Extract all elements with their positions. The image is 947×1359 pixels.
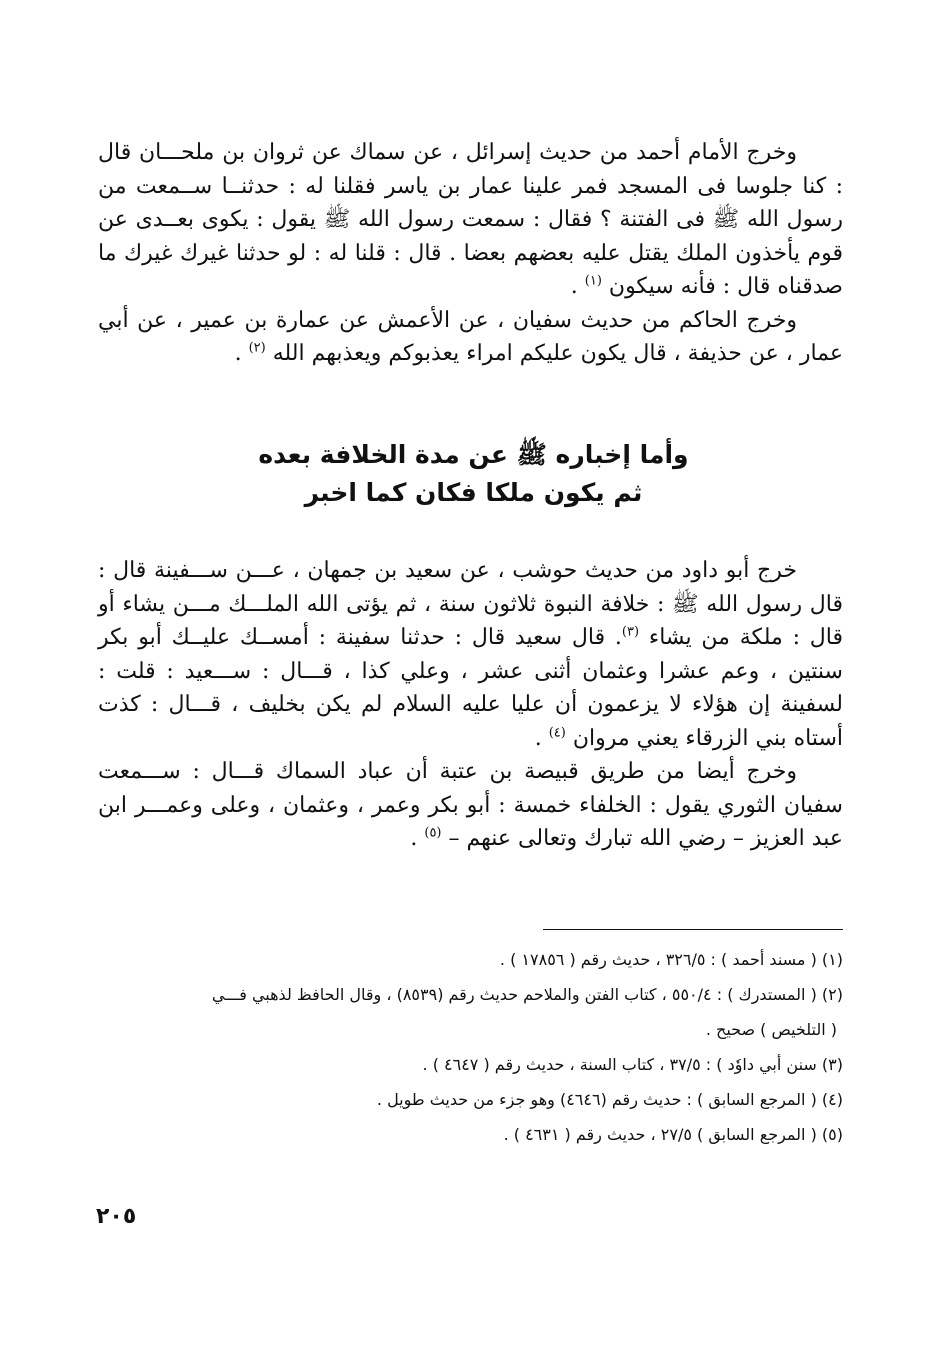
paragraph-text: وخرج الأمام أحمد من حديث إسرائل ، عن سماك عن ثروان بن ملحـــان قال : كنا جلوسا فى المسجد فمر علينا عمار بن ياسر فقلنا له : حدثنــا ســمعت من رسول الله ﷺ فى الفتنة ؟ فقال : سمعت رسول الله ﷺ يقول : يكوى بعــدى عن قوم يأخذون الملك يقتل عليه بعضهم بعضا . قال : قلنا له : لو حدثنا غيرك غيرك ما صدقناه قال : فأنه سيكون xyxy=(98,140,843,299)
period: . xyxy=(570,274,578,299)
section-heading xyxy=(120,436,827,512)
footnote-1: (١) ( مسند أحمد ) : ٣٢٦/٥ ، حديث رقم ( ١٧٨٥٦ ) . xyxy=(499,950,843,969)
footnote-ref-4: (٤) xyxy=(548,725,566,741)
period: . xyxy=(410,826,418,851)
footnote-separator xyxy=(543,929,843,930)
section-2 xyxy=(98,554,843,856)
period: . xyxy=(234,341,242,366)
footnote-4: (٤) ( المرجع السابق ) : حديث رقم (٤٦٤٦) وهو جزء من حديث طويل . xyxy=(376,1090,843,1109)
paragraph-text: وخرج الحاكم من حديث سفيان ، عن الأعمش عن عمارة بن عمير ، عن أبي عمار ، عن حذيفة ، قال يكون عليكم امراء يعذبوكم ويعذبهم الله xyxy=(98,307,843,366)
page-number: ٢٠٥ xyxy=(96,1204,137,1229)
paragraph-text: وخرج أيضا من طريق قبيصة بن عتبة أن عباد السماك قـــال : ســـمعت سفيان الثوري يقول : الخلفاء خمسة : أبو بكر وعمر ، وعثمان ، وعلى وعمـــر ابن عبد العزيز – رضي الله تبارك وتعالى عنهم – xyxy=(98,759,843,851)
footnotes xyxy=(98,942,843,1152)
period: . xyxy=(534,725,542,751)
period: . xyxy=(614,625,622,650)
footnote-5: (٥) ( المرجع السابق ) ٢٧/٥ ، حديث رقم ( ٤٦٣١ ) . xyxy=(503,1125,843,1144)
paragraph-ahmad-hadith xyxy=(98,136,843,304)
heading-line-2: ثم يكون ملكا فكان كما اخبر xyxy=(304,478,643,507)
footnote-2-continuation: ( التلخيص ) صحيح . xyxy=(705,1020,837,1039)
heading-line-1: وأما إخباره ﷺ عن مدة الخلافة بعده xyxy=(258,440,689,469)
footnote-ref-5: (٥) xyxy=(424,825,442,841)
footnote-ref-1: (١) xyxy=(584,273,602,289)
paragraph-abu-dawud-hadith xyxy=(98,554,843,755)
footnote-3: (٣) سنن أبي داوٗد ) : ٣٧/٥ ، كتاب السنة ، حديث رقم ( ٤٦٤٧ ) . xyxy=(422,1055,843,1074)
paragraph-text: خرج أبو داود من حديث حوشب ، عن سعيد بن جمهان ، عـــن ســـفينة قال : قال رسول الله ﷺ : خلافة النبوة ثلاثون سنة ، ثم يؤتى الله الملـــك مـــن يشاء أو قال : ملكة من يشاء xyxy=(98,558,843,650)
footnote-ref-3: (٣) xyxy=(621,624,640,640)
section-1 xyxy=(98,136,843,371)
paragraph-text: قال سعيد قال : حدثنا سفينة : أمســك عليــك أبو بكر سنتين ، وعم عشرا وعثمان أثنى عشر ، وعلي كذا ، قـــال : ســـعيد : قلت : لسفينة إن هؤلاء لا يزعمون أن عليا عليه السلام لم يكن بخليف ، قـــال : كذت أستاه بني الزرقاء يعني مروان xyxy=(98,625,843,751)
footnote-ref-2: (٢) xyxy=(248,340,266,356)
paragraph-qabisa-hadith xyxy=(98,755,843,856)
footnote-2: (٢) ( المستدرك ) : ٥٥٠/٤ ، كتاب الفتن والملاحم حديث رقم (٨٥٣٩) ، وقال الحافظ لذهبي فـــي xyxy=(211,985,843,1004)
paragraph-hakim-hadith xyxy=(98,304,843,371)
